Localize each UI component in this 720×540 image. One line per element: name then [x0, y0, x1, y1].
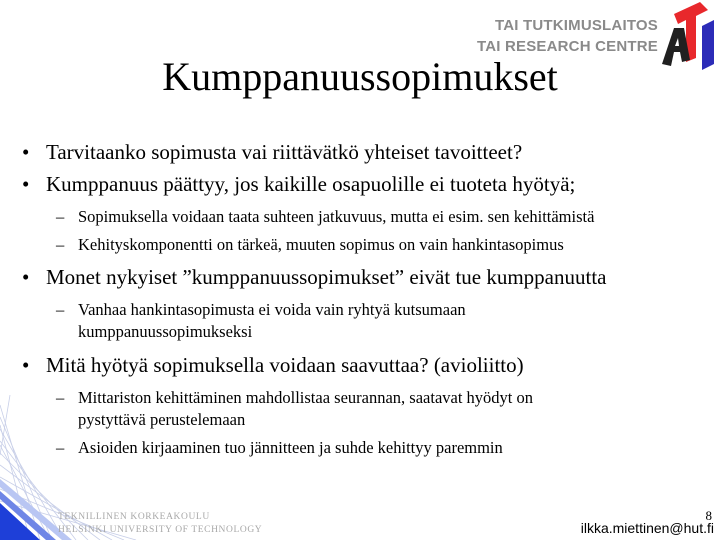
org-name-english: TAI RESEARCH CENTRE: [476, 38, 658, 55]
org-name-finnish: TAI TUTKIMUSLAITOS: [494, 17, 658, 34]
sub-bullet-text-line2: kumppanuussopimukseksi: [78, 322, 253, 341]
footer-university-english: HELSINKI UNIVERSITY OF TECHNOLOGY: [58, 525, 263, 535]
bullet-4: [22, 352, 524, 378]
sub-bullet-text: Sopimuksella voidaan taata suhteen jatkuvuus, mutta ei esim. sen kehittämistä: [78, 207, 595, 226]
author-email: ilkka.miettinen@hut.fi: [580, 520, 714, 536]
sub-bullet-marker: –: [56, 207, 65, 226]
bullet-1: [22, 139, 522, 165]
sub-bullet-text-line1: Vanhaa hankintasopimusta ei voida vain ryhtyä kutsumaan: [78, 300, 466, 319]
bullet-text: Tarvitaanko sopimusta vai riittävätkö yhteiset tavoitteet?: [46, 140, 523, 164]
bullet-marker: •: [22, 353, 30, 377]
sub-bullet-text: Asioiden kirjaaminen tuo jännitteen ja suhde kehittyy paremmin: [78, 438, 503, 457]
bullet-text: Mitä hyötyä sopimuksella voidaan saavuttaa? (avioliitto): [46, 353, 524, 377]
sub-bullet-text-line1: Mittariston kehittäminen mahdollistaa seurannan, saatavat hyödyt on: [78, 388, 534, 407]
bullet-2: [22, 171, 575, 197]
slide-title: Kumppanuussopimukset: [162, 54, 558, 99]
bullet-text: Monet nykyiset ”kumppanuussopimukset” eivät tue kumppanuutta: [46, 265, 607, 289]
sub-bullet-marker: –: [56, 235, 65, 254]
sub-bullet-marker: –: [56, 388, 65, 407]
sub-bullet-marker: –: [56, 438, 65, 457]
bullet-marker: •: [22, 140, 30, 164]
sub-bullet-text: Kehityskomponentti on tärkeä, muuten sopimus on vain hankintasopimus: [78, 235, 564, 254]
bullet-marker: •: [22, 265, 30, 289]
page-number: 8: [705, 508, 712, 523]
bullet-marker: •: [22, 172, 30, 196]
sub-bullet-marker: –: [56, 300, 65, 319]
footer-university-finnish: TEKNILLINEN KORKEAKOULU: [58, 512, 210, 522]
bullet-text: Kumppanuus päättyy, jos kaikille osapuolille ei tuoteta hyötyä;: [46, 172, 576, 196]
sub-bullet-text-line2: pystyttävä perustelemaan: [78, 410, 246, 429]
bullet-3: [22, 264, 607, 290]
